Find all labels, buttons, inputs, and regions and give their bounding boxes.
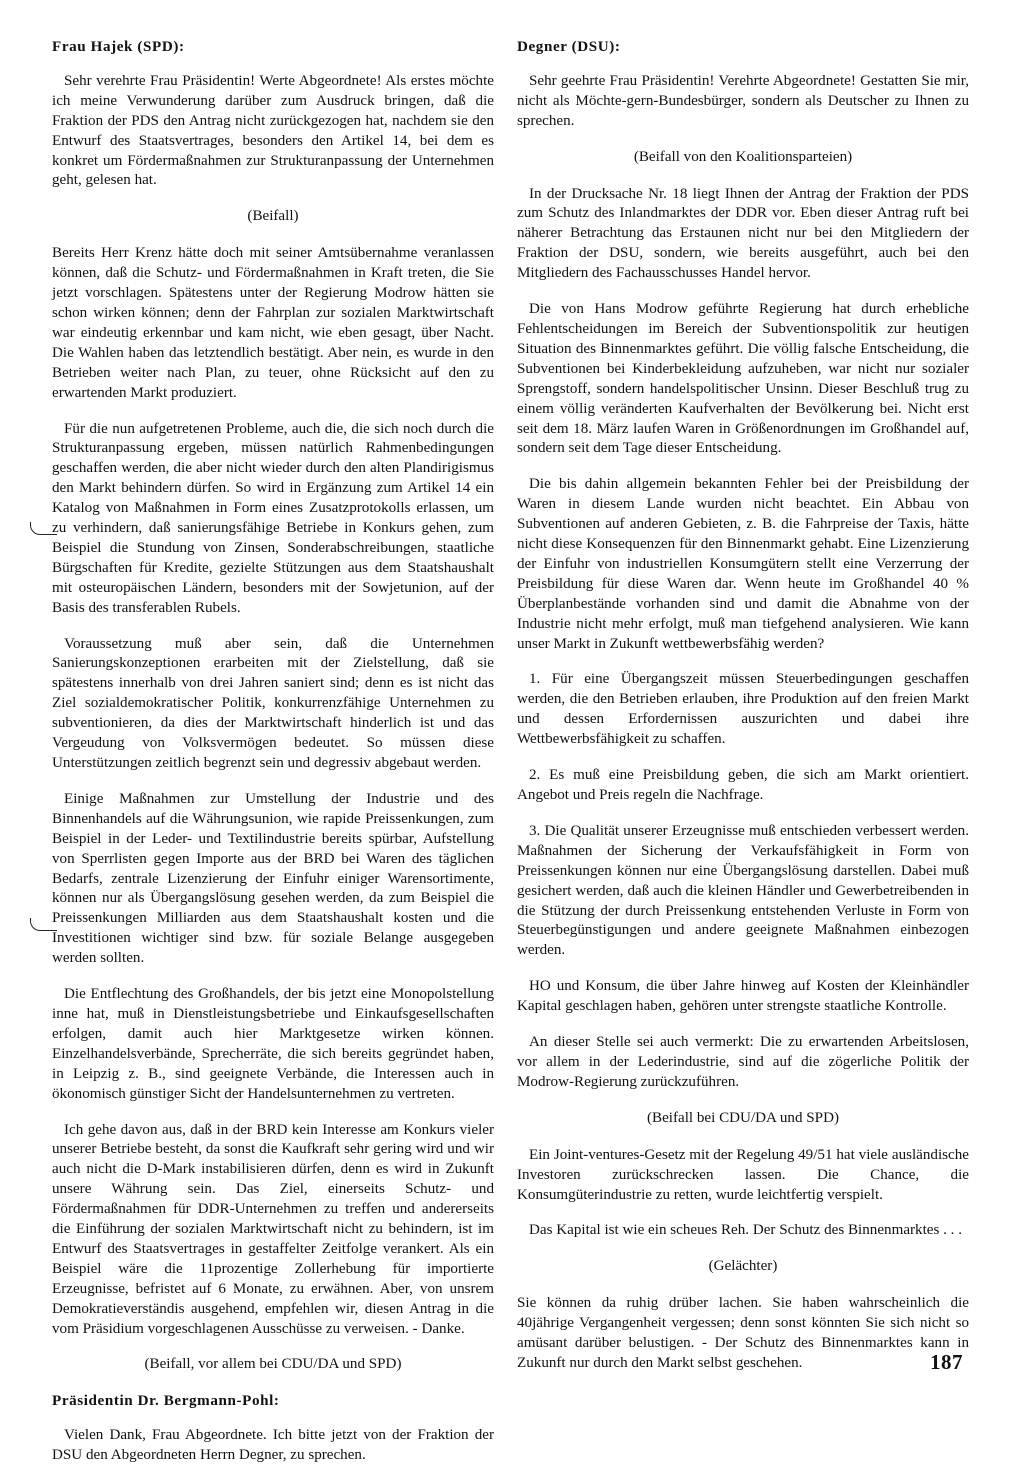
speech-paragraph: Vielen Dank, Frau Abgeordnete. Ich bitte jetzt von der Fraktion der DSU den Abgeordneten Herrn Degner, zu sprechen.	[52, 1427, 494, 1464]
speech-paragraph: Einige Maßnahmen zur Umstellung der Industrie und des Binnenhandels auf die Währungsunion, wie rapide Preissenkungen, zum Beispiel in der Leder- und Textilindustrie bereits spürbar, Aufstellung von Sperrlisten gegen Importe aus der BRD bei Waren des täglichen Bedarfs, zentrale Lizenzierung der Einfuhr einiger Warensortimente, können nur als Übergangslösung gesehen werden, da zum Beispiel die Preissenkungen Milliarden aus dem Staatshaushalt kosten und die Investitionen wichtiger sind bzw. für soziale Belange ausgegeben werden sollten.	[52, 790, 494, 967]
speech-paragraph: Für die nun aufgetretenen Probleme, auch die, die sich noch durch die Strukturanpassung ergeben, müssen natürlich Rahmenbedingungen geschaffen werden, die aber nicht wieder durch den alten Plandirigismus den Markt behindern dürfen. So wird in Ergänzung zum Artikel 14 ein Katalog von Maßnahmen in Form eines Zusatzprotokolls erlassen, um zu verhindern, daß sanierungsfähige Betriebe in Konkurs gehen, zum Beispiel die Stundung von Zinsen, Sonderabschreibungen, staatliche Bürgschaften für Kredite, gezielte Stützungen aus dem Staatshaushalt mit osteuropäischen Ländern, besonders mit der Sowjetunion, auf der Basis des transferablen Rubels.	[52, 420, 494, 616]
numbered-point: 2. Es muß eine Preisbildung geben, die sich am Markt orientiert. Angebot und Preis regeln die Nachfrage.	[517, 767, 969, 803]
page-number: 187	[930, 1350, 963, 1374]
right-column	[517, 38, 969, 1390]
speech-paragraph: In der Drucksache Nr. 18 liegt Ihnen der Antrag der Fraktion der PDS zum Schutz des Inlandmarktes der DDR vor. Eben dieser Antrag ruft bei näherer Betrachtung das Erstaunen nicht nur bei den Mitgliedern der Fraktion der DSU, sondern, wie bereits ausgeführt, auch bei den Mitgliedern des Fachausschusses Handel hervor.	[517, 185, 969, 282]
speech-paragraph: Voraussetzung muß aber sein, daß die Unternehmen Sanierungskonzeptionen erarbeiten mit der Zielstellung, daß sie spätestens innerhalb von drei Jahren saniert sind; denn es ist nicht das Ziel sozialdemokratischer Politik, konkurrenzfähige Unternehmen zu subventionieren, da dies der Marktwirtschaft hinderlich ist und das Vergeudung von Volksvermögen bedeutet. So müssen diese Unterstützungen zeitlich begrenzt sein und degressiv abgebaut werden.	[52, 635, 494, 771]
speech-paragraph: Sie können da ruhig drüber lachen. Sie haben wahrscheinlich die 40jährige Vergangenheit vergessen; denn sonst könnten Sie sich nicht so amüsant darüber belustigen. - Der Schutz des Binnenmarktes kann in Zukunft nur durch den Markt selbst geschehen.	[517, 1295, 969, 1371]
speaker-heading: Degner (DSU):	[517, 39, 621, 55]
speech-paragraph: Bereits Herr Krenz hätte doch mit seiner Amtsübernahme veranlassen können, daß die Schutz- und Fördermaßnahmen in Kraft treten, die Sie jetzt vorschlagen. Spätestens unter der Regierung Modrow hätten sie schon wirken können; denn der Fahrplan zur sozialen Marktwirtschaft war eindeutig erkennbar und kam nicht, wie eben gesagt, über Nacht. Die Wahlen haben das letztendlich bestätigt. Aber nein, es wurde in den Betrieben weiter nach Plan, zu teuer, ohne Rücksicht auf den zu erwartenden Markt produziert.	[52, 245, 494, 401]
audience-reaction: (Beifall, vor allem bei CDU/DA und SPD)	[144, 1356, 402, 1373]
speech-paragraph: Die Entflechtung des Großhandels, der bis jetzt eine Monopolstellung inne hat, muß in Dienstleistungsbetriebe und Einkaufsgesellschaften erfolgen, damit auch hier Marktgesetze wirken können. Einzelhandelsverbände, Sprecherräte, die sich bereits gegründet haben, in Leipzig z. B., sind geeignete Verbände, die Interessen auch in ökonomisch günstiger Sicht der Handelsunternehmen zu vertreten.	[52, 986, 494, 1102]
numbered-point: 1. Für eine Übergangszeit müssen Steuerbedingungen geschaffen werden, die den Betrieben erlauben, ihre Produktion auf den freien Markt und dessen Erfordernissen auszurichten und dabei ihre Wettbewerbsfähigkeit zu schaffen.	[517, 671, 969, 748]
speech-paragraph: Das Kapital ist wie ein scheues Reh. Der Schutz des Binnenmarktes . . .	[529, 1222, 963, 1239]
speech-paragraph: Die von Hans Modrow geführte Regierung hat durch erhebliche Fehlentscheidungen im Bereich der Subventionspolitik zur heutigen Situation des Binnenmarktes geführt. Die völlig falsche Entscheidung, die Subventionen bei Kinderbekleidung aufzuheben, war nicht nur sozialer Sprengstoff, sondern handelspolitischer Unsinn. Dieser Beschluß trug zu einem völlig veränderten Kaufverhalten der Bevölkerung bei. Nicht erst seit dem 18. März laufen Waren in Größenordnungen im Großhandel auf, sondern seit dem Tage dieser Entscheidung.	[517, 301, 969, 457]
audience-reaction: (Beifall)	[247, 208, 299, 225]
left-column	[52, 38, 494, 1482]
audience-reaction: (Beifall von den Koalitionsparteien)	[633, 148, 853, 165]
audience-reaction: (Beifall bei CDU/DA und SPD)	[646, 1109, 840, 1126]
speaker-heading: Präsidentin Dr. Bergmann-Pohl:	[52, 1393, 280, 1410]
speech-paragraph: HO und Konsum, die über Jahre hinweg auf Kosten der Kleinhändler Kapital geschlagen haben, gehören unter strengste staatliche Kontrolle.	[517, 978, 969, 1015]
speech-paragraph: Die bis dahin allgemein bekannten Fehler bei der Preisbildung der Waren in diesem Lande wurden nicht beachtet. Ein Abbau von Subventionen auf anderen Gebieten, z. B. die Fahrpreise der Taxis, hätte nicht diese Konsequenzen für den Binnenmarkt gehabt. Eine Lizenzierung der Einfuhr von industriellen Konsumgütern stellt eine Verzerrung der Preisbildung für diese Waren dar. Wenn heute im Großhandel 40 % Überplanbestände vorhanden sind und damit die Abnahme von der Industrie nicht mehr erfolgt, muß man tiefgehend analysieren. Wie kann unser Markt in Zukunft wettbewerbsfähig werden?	[517, 476, 969, 652]
speech-paragraph: An dieser Stelle sei auch vermerkt: Die zu erwartenden Arbeitslosen, vor allem in der Lederindustrie, sind auf die zögerliche Politik der Modrow-Regierung zurückzuführen.	[517, 1034, 969, 1090]
speech-paragraph: Sehr geehrte Frau Präsidentin! Verehrte Abgeordnete! Gestatten Sie mir, nicht als Möchte-gern-Bundesbürger, sondern als Deutscher zu Ihnen zu sprechen.	[517, 72, 969, 129]
speech-paragraph: Sehr verehrte Frau Präsidentin! Werte Abgeordnete! Als erstes möchte ich meine Verwunderung darüber zum Ausdruck bringen, daß die Fraktion der PDS den Antrag nicht zurückgezogen hat, nachdem sie den Entwurf des Staatsvertrages, besonders den Artikel 14, bei dem es konkret um Fördermaßnahmen zur Strukturanpassung der Unternehmen geht, gelesen hat.	[52, 72, 494, 189]
speech-paragraph: Ich gehe davon aus, daß in der BRD kein Interesse am Konkurs vieler unserer Betriebe besteht, da sonst die Kaufkraft sehr gering wird und wir auch nicht die D-Mark instabilisieren dürfen, denn es wird in Zukunft unsere Währung sein. Das Ziel, einerseits Schutz- und Fördermaßnahmen für DDR-Unternehmen zu treffen und andererseits die Einführung der sozialen Marktwirtschaft nicht zu behindern, ist im Entwurf des Staatsvertrages in gestaffelter Zeitfolge verankert. Als ein Beispiel wäre die 11prozentige Zollerhebung für importierte Erzeugnisse, befristet auf 6 Monate, zu erwähnen. Aber, von unsrem Demokratieverständis ausgehend, empfehlen wir, diesen Antrag in die vom Präsidium vorgeschlagenen Ausschüsse zu verweisen. - Danke.	[52, 1121, 494, 1337]
audience-reaction: (Gelächter)	[708, 1258, 778, 1275]
speaker-heading: Frau Hajek (SPD):	[52, 39, 185, 55]
margin-pen-mark	[30, 918, 57, 931]
numbered-point: 3. Die Qualität unserer Erzeugnisse muß entschieden verbessert werden. Maßnahmen der Sicherung der Verkaufsfähigkeit in Form von Preissenkungen können nur eine Übergangslösung darstellen. Dabei muß gesichert werden, daß auch die kleinen Händler und Gewerbetreibenden in die Stützung der durch Preissenkung entstehenden Verluste in Form von Steuerbegünstigungen und andere geeignete Maßnahmen einbezogen werden.	[517, 822, 969, 959]
margin-pen-mark	[30, 522, 57, 535]
speech-paragraph: Ein Joint-ventures-Gesetz mit der Regelung 49/51 hat viele ausländische Investoren zurückschrecken lassen. Die Chance, die Konsumgüterindustrie zu retten, wurde leichtfertig verspielt.	[517, 1146, 969, 1203]
